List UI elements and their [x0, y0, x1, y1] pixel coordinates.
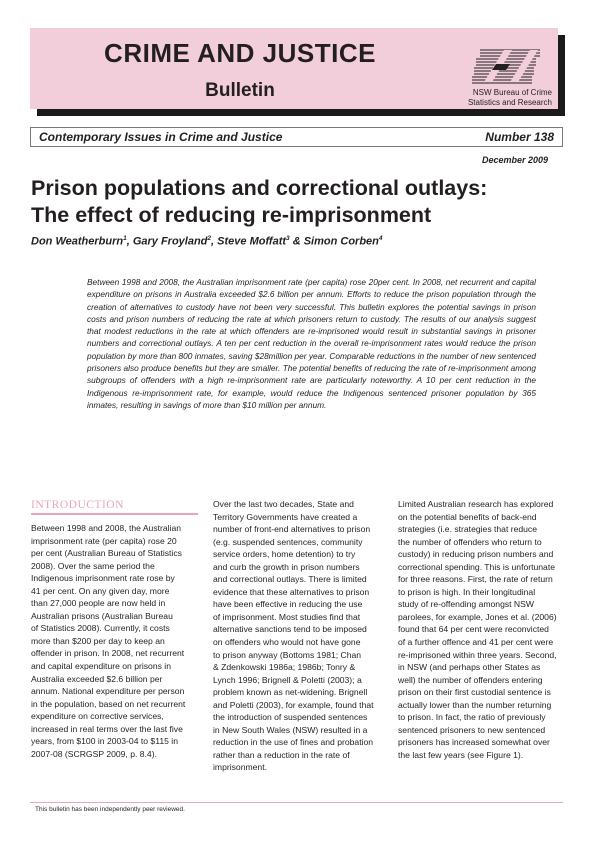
- author-name: Steve Moffatt: [217, 235, 287, 248]
- column-3-text: [398, 498, 557, 761]
- article-title: Prison populations and correctional outlays: The effect of reducing re-imprisonment: [31, 176, 488, 227]
- text-line: the last few years (see Figure 1).: [398, 749, 524, 760]
- text-line: problem known as net-widening. Brignell: [213, 687, 368, 698]
- issue-date: December 2009: [481, 155, 548, 165]
- text-line: expenditure on corrective services,: [31, 711, 164, 722]
- text-line: of a further offence and 41 per cent were: [398, 637, 554, 648]
- text-line: in New South Wales (NSW) resulted in a: [213, 724, 368, 735]
- text-line: actually lower than the number returning: [398, 699, 552, 710]
- column-1-text: [31, 522, 198, 760]
- text-line: 2008). Over the same period the: [31, 560, 155, 571]
- text-line: to prison. In fact, the ratio of previously: [398, 712, 546, 723]
- text-line: and capital expenditure on prisons in: [31, 661, 171, 672]
- text-line: well) the number of offenders entering: [398, 674, 543, 685]
- text-line: in the population, based on net recurrent: [31, 698, 186, 709]
- text-line: offender in prison. In 2008, net recurrent: [31, 648, 185, 659]
- text-line: Australia exceeded $2.6 billion per: [31, 673, 163, 684]
- text-line: reduction in the use of fines and probation: [213, 737, 374, 748]
- text-line: strategies (i.e. strategies that reduce: [398, 524, 538, 535]
- text-line: (e.g. suspended sentences, community: [213, 536, 363, 547]
- author-affiliation-mark: 1: [123, 235, 127, 242]
- text-line: annum. National expenditure per person: [31, 686, 185, 697]
- text-line: in NSW (and perhaps other States as: [398, 662, 541, 673]
- bocsar-logo-icon: [470, 44, 546, 88]
- text-line: than 27,000 people are now held in: [31, 598, 166, 609]
- text-line: have been effective in reducing the use: [213, 599, 363, 610]
- text-line: Over the last two decades, State and: [213, 499, 354, 509]
- author-name: Simon Corben: [303, 235, 379, 248]
- column-2: [213, 498, 374, 774]
- text-line: to prison is high. In their longitudinal: [398, 586, 536, 597]
- text-line: prison on their first custodial sentence is: [398, 687, 551, 698]
- section-heading: INTRODUCTION: [31, 499, 124, 511]
- author-name: Gary Froyland: [132, 235, 208, 248]
- text-line: the number of offenders who return to: [398, 536, 542, 547]
- text-line: and correctional outlays. There is limited: [213, 574, 367, 585]
- author-affiliation-mark: 2: [207, 235, 212, 242]
- text-line: Limited Australian research has explored: [398, 499, 554, 509]
- text-line: & Zdenkowski 1986a; 1986b; Tonry &: [213, 662, 356, 673]
- text-line: service orders, home detention) to try: [213, 549, 356, 560]
- text-line: on offenders who would not have gone: [213, 637, 361, 648]
- text-line: per cent (Australian Bureau of Statistics: [31, 548, 182, 559]
- text-line: re-imprisoned within three years. Second,: [398, 649, 557, 660]
- text-line: imprisonment.: [213, 762, 267, 773]
- peer-review-note: This bulletin has been independently peer reviewed.: [35, 806, 185, 813]
- column-1: [31, 498, 198, 760]
- text-line: of imprisonment. Most studies find that: [213, 611, 361, 622]
- text-line: sentenced prisoners to new sentenced: [398, 724, 546, 735]
- author-affiliation-mark: 4: [378, 235, 383, 242]
- text-line: for three reasons. First, the rate of return: [398, 574, 553, 585]
- text-line: 41 per cent. On any given day, more: [31, 585, 170, 596]
- issue-bar: [30, 127, 563, 147]
- column-2-text: [213, 498, 374, 774]
- text-line: Australian prisons (Australian Bureau: [31, 610, 173, 621]
- masthead: [30, 28, 558, 109]
- footer-rule: [30, 802, 563, 803]
- text-line: Territory Governments have created a: [213, 511, 358, 522]
- text-line: Between 1998 and 2008, the Australian: [31, 523, 182, 533]
- text-line: rather than a reduction in the rate of: [213, 749, 350, 760]
- text-line: Lynch 1996; Brignell & Poletti (2003); a: [213, 674, 362, 685]
- text-line: custody) in reducing prison numbers and: [398, 549, 554, 560]
- author-list: Don Weatherburn$^1$, Gary Froyland$^2$, Steve Moffatt$^3$ & Simon Corben$^4$: [31, 235, 383, 248]
- text-line: parolees, for example, Jones et al. (2006): [398, 611, 557, 622]
- text-line: and curb the growth in prison numbers: [213, 561, 360, 572]
- text-line: to prison anyway (Bottoms 1981; Chan: [213, 649, 362, 660]
- heading-rule: [31, 513, 198, 515]
- text-line: correctional spending. This is unfortunate: [398, 561, 556, 572]
- text-line: the introduction of suspended sentences: [213, 712, 368, 723]
- text-line: increased in real terms over the last five: [31, 723, 183, 734]
- masthead-title: CRIME AND JUSTICE: [104, 38, 376, 68]
- author-name: Don Weatherburn: [31, 235, 124, 248]
- text-line: alternative sanctions tend to be imposed: [213, 624, 367, 635]
- column-3: [398, 498, 557, 761]
- text-line: prisoners has increased somewhat over: [398, 737, 550, 748]
- text-line: of Statistics 2008). Currently, it costs: [31, 623, 170, 634]
- masthead-subtitle: Bulletin: [205, 80, 275, 101]
- text-line: evidence that these alternatives to prison: [213, 586, 370, 597]
- text-line: found that 64 per cent were reconvicted: [398, 624, 549, 635]
- text-line: 2007-08 (SCRGSP 2009, p. 8.4).: [31, 748, 157, 759]
- author-affiliation-mark: 3: [286, 235, 290, 242]
- publisher-name: NSW Bureau of Crime Statistics and Research: [467, 88, 552, 107]
- series-name: Contemporary Issues in Crime and Justice: [39, 130, 283, 144]
- text-line: Indigenous imprisonment rate rose by: [31, 573, 175, 584]
- text-line: on the potential benefits of back-end: [398, 511, 537, 522]
- text-line: imprisonment rate (per capita) rose 20: [31, 535, 177, 546]
- text-line: years, from $100 in 2003-04 to $115 in: [31, 736, 178, 747]
- text-line: number of front-end alternatives to prison: [213, 524, 371, 535]
- abstract: Between 1998 and 2008, the Australian imprisonment rate (per capita) rose 20per cent. In 2008, net recurrent and capital expenditure on prisons in Australia exceeded $2.6 billion per annum. Efforts to reduce the prison population through the creation of alternatives to custody have not been very successful. This bulletin explores the potential savings in prison costs and prison numbers of reducing the rate at which prisoners return to custody. The results of our analysis suggest that modest reductions in the rate at which offenders are re-imprisoned would result in substantial savings in prisoner numbers and correctional outlays. A ten per cent reduction in the overall re-imprisonment rates would reduce the prison population by more than 800 inmates, saving $28million per year. Comparable reductions in the number of new sentenced prisoners also produce benefits but they are smaller. The potential benefits of reducing the rate of re-imprisonment among subgroups of offenders with a high re-imprisonment rate are particularly noteworthy. A 10 per cent reduction in the Indigenous re-imprisonment rate, for example, would reduce the Indigenous sentenced prisoner population by 365 inmates, resulting in savings of more than $10 million per annum.: [87, 277, 536, 410]
- text-line: more than $200 per day to keep an: [31, 635, 165, 646]
- text-line: and Poletti (2003), for example, found that: [213, 699, 374, 710]
- text-line: study of re-offending amongst NSW: [398, 599, 534, 610]
- issue-number: Number 138: [485, 130, 554, 144]
